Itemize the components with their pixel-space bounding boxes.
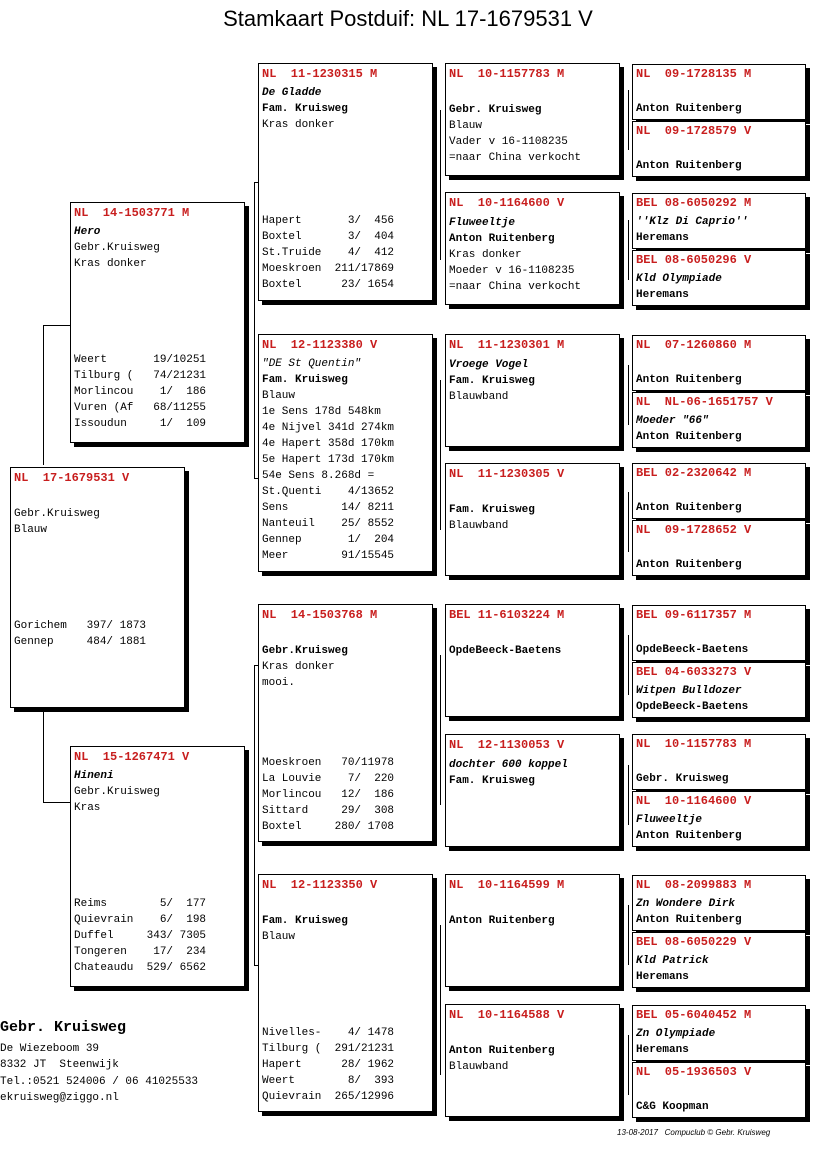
ring-number: NL 17-1679531 V bbox=[14, 471, 130, 485]
ring-number: NL 11-1230315 M bbox=[262, 67, 378, 81]
color: Blauwband bbox=[449, 391, 509, 403]
result: Boxtel 280/ 1708 bbox=[262, 821, 395, 833]
pigeon-name: Witpen Bulldozer bbox=[636, 685, 742, 697]
color: Kras donker bbox=[262, 119, 335, 131]
pigeon-card-mff[interactable] bbox=[445, 604, 620, 717]
breeder: Anton Ruitenberg bbox=[636, 559, 742, 571]
pigeon-name: Hineni bbox=[74, 770, 114, 782]
breeder: Anton Ruitenberg bbox=[449, 233, 555, 245]
note: 5e Hapert 173d 170km bbox=[262, 454, 395, 466]
note: =naar China verkocht bbox=[449, 281, 582, 293]
ring-number: BEL 09-6117357 M bbox=[636, 608, 752, 622]
breeder: Anton Ruitenberg bbox=[449, 915, 555, 927]
pigeon-card-mf[interactable] bbox=[258, 604, 433, 842]
result: Vuren (Af 68/11255 bbox=[74, 402, 207, 414]
breeder: OpdeBeeck-Baetens bbox=[449, 645, 562, 657]
result: Gennep 1/ 204 bbox=[262, 534, 395, 546]
connector-line bbox=[254, 182, 255, 478]
breeder: Anton Ruitenberg bbox=[636, 914, 742, 926]
breeder: Anton Ruitenberg bbox=[636, 103, 742, 115]
breeder: Heremans bbox=[636, 971, 689, 983]
connector-line bbox=[43, 325, 70, 326]
pigeon-card-mother[interactable] bbox=[70, 746, 245, 987]
pigeon-card-father[interactable] bbox=[70, 202, 245, 443]
result: Moeskroen 70/11978 bbox=[262, 757, 395, 769]
note: 4e Nijvel 341d 274km bbox=[262, 422, 395, 434]
ring-number: NL 11-1230305 V bbox=[449, 467, 565, 481]
ring-number: NL 15-1267471 V bbox=[74, 750, 190, 764]
pigeon-card-fmm[interactable] bbox=[445, 463, 620, 576]
pigeon-card-mmm[interactable] bbox=[445, 1004, 620, 1117]
connector-line bbox=[628, 1035, 629, 1095]
pigeon-card-g12[interactable] bbox=[632, 791, 806, 847]
connector-line bbox=[440, 925, 441, 1075]
breeder: Gebr. Kruisweg bbox=[636, 773, 729, 785]
ring-number: NL 10-1157783 M bbox=[449, 67, 565, 81]
result: Tilburg ( 74/21231 bbox=[74, 370, 207, 382]
pigeon-name: Fluweeltje bbox=[449, 217, 516, 229]
ring-number: BEL 02-2320642 M bbox=[636, 466, 752, 480]
pigeon-name: ''Klz Di Caprio'' bbox=[636, 216, 749, 228]
result: Issoudun 1/ 109 bbox=[74, 418, 207, 430]
footer-credit: 13-08-2017 Compuclub © Gebr. Kruisweg bbox=[617, 1128, 771, 1137]
note: Moeder v 16-1108235 bbox=[449, 265, 575, 277]
ring-number: NL 12-1123350 V bbox=[262, 878, 378, 892]
breeder: Fam. Kruisweg bbox=[262, 103, 348, 115]
color: Blauwband bbox=[449, 520, 509, 532]
connector-line bbox=[440, 655, 441, 805]
result: Morlincou 12/ 186 bbox=[262, 789, 395, 801]
result: Meer 91/15545 bbox=[262, 550, 395, 562]
connector-line bbox=[628, 365, 629, 425]
breeder: Heremans bbox=[636, 289, 689, 301]
result: Tilburg ( 291/21231 bbox=[262, 1043, 395, 1055]
ring-number: NL 10-1164599 M bbox=[449, 878, 565, 892]
breeder: Gebr.Kruisweg bbox=[74, 242, 160, 254]
pigeon-card-g2[interactable] bbox=[632, 121, 806, 177]
result: Chateaudu 529/ 6562 bbox=[74, 962, 207, 974]
ring-number: NL 12-1123380 V bbox=[262, 338, 378, 352]
color: Blauw bbox=[262, 931, 296, 943]
breeder: Fam. Kruisweg bbox=[449, 775, 535, 787]
ring-number: NL 14-1503771 M bbox=[74, 206, 190, 220]
ring-number: BEL 08-6050229 V bbox=[636, 935, 752, 949]
pigeon-card-g13[interactable] bbox=[632, 875, 806, 931]
breeder: Heremans bbox=[636, 232, 689, 244]
pigeon-name: Zn Wondere Dirk bbox=[636, 898, 736, 910]
pigeon-card-g16[interactable] bbox=[632, 1062, 806, 1118]
ring-number: NL 11-1230301 M bbox=[449, 338, 565, 352]
pigeon-name: Moeder "66" bbox=[636, 415, 709, 427]
ring-number: NL 07-1260860 M bbox=[636, 338, 752, 352]
ring-number: NL 10-1164588 V bbox=[449, 1008, 565, 1022]
connector-line bbox=[628, 220, 629, 280]
ring-number: NL 10-1164600 V bbox=[636, 794, 752, 808]
pigeon-card-g14[interactable] bbox=[632, 932, 806, 988]
connector-line bbox=[628, 905, 629, 965]
note: mooi. bbox=[262, 677, 296, 689]
ring-number: NL 09-1728579 V bbox=[636, 124, 752, 138]
pigeon-card-fff[interactable] bbox=[445, 63, 620, 176]
connector-line bbox=[628, 765, 629, 825]
breeder: Fam. Kruisweg bbox=[449, 504, 535, 516]
result: Boxtel 3/ 404 bbox=[262, 231, 395, 243]
result: Sens 14/ 8211 bbox=[262, 502, 395, 514]
pigeon-card-mfm[interactable] bbox=[445, 734, 620, 847]
ring-number: NL 12-1130053 V bbox=[449, 738, 565, 752]
ring-number: NL 10-1157783 M bbox=[636, 737, 752, 751]
pigeon-name: De Gladde bbox=[262, 87, 322, 99]
owner-address: De Wiezeboom 39 bbox=[0, 1043, 100, 1055]
result: Nivelles- 4/ 1478 bbox=[262, 1027, 395, 1039]
result: Reims 5/ 177 bbox=[74, 898, 207, 910]
pigeon-card-g10[interactable] bbox=[632, 662, 806, 718]
connector-line bbox=[440, 380, 441, 530]
owner-city: 8332 JT Steenwijk bbox=[0, 1059, 119, 1071]
pigeon-card-g15[interactable] bbox=[632, 1005, 806, 1061]
pigeon-card-g3[interactable] bbox=[632, 193, 806, 249]
breeder: Anton Ruitenberg bbox=[636, 830, 742, 842]
result: Moeskroen 211/17869 bbox=[262, 263, 395, 275]
result: Duffel 343/ 7305 bbox=[74, 930, 207, 942]
result: Quievrain 6/ 198 bbox=[74, 914, 207, 926]
pigeon-card-g5[interactable] bbox=[632, 335, 806, 391]
color: Blauw bbox=[14, 524, 48, 536]
pigeon-card-mmf[interactable] bbox=[445, 874, 620, 987]
connector-line bbox=[628, 90, 629, 150]
pigeon-card-g8[interactable] bbox=[632, 520, 806, 576]
connector-line bbox=[440, 110, 441, 260]
result: Weert 8/ 393 bbox=[262, 1075, 395, 1087]
ring-number: NL 08-2099883 M bbox=[636, 878, 752, 892]
pigeon-name: "DE St Quentin" bbox=[262, 358, 362, 370]
owner-phone: Tel.:0521 524006 / 06 41025533 bbox=[0, 1076, 199, 1088]
connector-line bbox=[43, 325, 44, 465]
breeder: Anton Ruitenberg bbox=[636, 431, 742, 443]
result: Quievrain 265/12996 bbox=[262, 1091, 395, 1103]
result: Gorichem 397/ 1873 bbox=[14, 620, 147, 632]
breeder: Anton Ruitenberg bbox=[636, 160, 742, 172]
pigeon-card-g9[interactable] bbox=[632, 605, 806, 661]
color: Blauwband bbox=[449, 1061, 509, 1073]
color: Kras donker bbox=[449, 249, 522, 261]
breeder: Fam. Kruisweg bbox=[449, 375, 535, 387]
connector-line bbox=[43, 802, 70, 803]
owner-email: ekruisweg@ziggo.nl bbox=[0, 1092, 119, 1104]
pigeon-card-subject[interactable] bbox=[10, 467, 185, 708]
breeder: Anton Ruitenberg bbox=[636, 502, 742, 514]
color: Blauw bbox=[262, 390, 296, 402]
connector-line bbox=[628, 635, 629, 695]
pigeon-card-g4[interactable] bbox=[632, 250, 806, 306]
note: 54e Sens 8.268d = bbox=[262, 470, 375, 482]
result: Boxtel 23/ 1654 bbox=[262, 279, 395, 291]
pigeon-name: Zn Olympiade bbox=[636, 1028, 716, 1040]
pigeon-card-mm[interactable] bbox=[258, 874, 433, 1112]
result: Nanteuil 25/ 8552 bbox=[262, 518, 395, 530]
ring-number: NL 09-1728135 M bbox=[636, 67, 752, 81]
pigeon-card-g6[interactable] bbox=[632, 392, 806, 448]
breeder: Anton Ruitenberg bbox=[449, 1045, 555, 1057]
breeder: Heremans bbox=[636, 1044, 689, 1056]
note: Vader v 16-1108235 bbox=[449, 136, 568, 148]
breeder: Gebr.Kruisweg bbox=[262, 645, 348, 657]
connector-line bbox=[628, 492, 629, 552]
color: Blauw bbox=[449, 120, 483, 132]
ring-number: NL 14-1503768 M bbox=[262, 608, 378, 622]
result: Gennep 484/ 1881 bbox=[14, 636, 147, 648]
ring-number: BEL 04-6033273 V bbox=[636, 665, 752, 679]
pigeon-card-ff[interactable] bbox=[258, 63, 433, 301]
connector-line bbox=[254, 665, 255, 965]
note: =naar China verkocht bbox=[449, 152, 582, 164]
pigeon-card-ffm[interactable] bbox=[445, 192, 620, 305]
color: Kras donker bbox=[262, 661, 335, 673]
breeder: C&G Koopman bbox=[636, 1101, 709, 1113]
breeder: Gebr. Kruisweg bbox=[449, 104, 542, 116]
pigeon-name: Hero bbox=[74, 226, 101, 238]
pigeon-card-fmf[interactable] bbox=[445, 334, 620, 447]
ring-number: NL 10-1164600 V bbox=[449, 196, 565, 210]
breeder: OpdeBeeck-Baetens bbox=[636, 701, 749, 713]
breeder: Anton Ruitenberg bbox=[636, 374, 742, 386]
breeder: Gebr.Kruisweg bbox=[14, 508, 100, 520]
ring-number: NL 09-1728652 V bbox=[636, 523, 752, 537]
result: Morlincou 1/ 186 bbox=[74, 386, 207, 398]
pigeon-card-g1[interactable] bbox=[632, 64, 806, 120]
pigeon-name: Kld Patrick bbox=[636, 955, 709, 967]
result: Tongeren 17/ 234 bbox=[74, 946, 207, 958]
result: Weert 19/10251 bbox=[74, 354, 207, 366]
ring-number: NL 05-1936503 V bbox=[636, 1065, 752, 1079]
note: 4e Hapert 358d 170km bbox=[262, 438, 395, 450]
ring-number: BEL 05-6040452 M bbox=[636, 1008, 752, 1022]
color: Kras donker bbox=[74, 258, 147, 270]
pigeon-name: Vroege Vogel bbox=[449, 359, 529, 371]
result: Hapert 28/ 1962 bbox=[262, 1059, 395, 1071]
ring-number: BEL 08-6050296 V bbox=[636, 253, 752, 267]
color: Kras bbox=[74, 802, 101, 814]
ring-number: BEL 08-6050292 M bbox=[636, 196, 752, 210]
pigeon-card-fm[interactable] bbox=[258, 334, 433, 572]
breeder: OpdeBeeck-Baetens bbox=[636, 644, 749, 656]
breeder: Fam. Kruisweg bbox=[262, 374, 348, 386]
result: La Louvie 7/ 220 bbox=[262, 773, 395, 785]
pigeon-card-g7[interactable] bbox=[632, 463, 806, 519]
result: St.Truide 4/ 412 bbox=[262, 247, 395, 259]
result: St.Quenti 4/13652 bbox=[262, 486, 395, 498]
pigeon-name: dochter 600 koppel bbox=[449, 759, 568, 771]
pigeon-name: Fluweeltje bbox=[636, 814, 703, 826]
ring-number: NL NL-06-1651757 V bbox=[636, 395, 773, 409]
note: 1e Sens 178d 548km bbox=[262, 406, 381, 418]
ring-number: BEL 11-6103224 M bbox=[449, 608, 565, 622]
pigeon-card-g11[interactable] bbox=[632, 734, 806, 790]
page-title: Stamkaart Postduif: NL 17-1679531 V bbox=[223, 6, 593, 31]
pigeon-name: Kld Olympiade bbox=[636, 273, 722, 285]
result: Hapert 3/ 456 bbox=[262, 215, 395, 227]
breeder: Fam. Kruisweg bbox=[262, 915, 348, 927]
connector-line bbox=[43, 712, 44, 802]
breeder: Gebr.Kruisweg bbox=[74, 786, 160, 798]
result: Sittard 29/ 308 bbox=[262, 805, 395, 817]
owner-name: Gebr. Kruisweg bbox=[0, 1019, 127, 1036]
